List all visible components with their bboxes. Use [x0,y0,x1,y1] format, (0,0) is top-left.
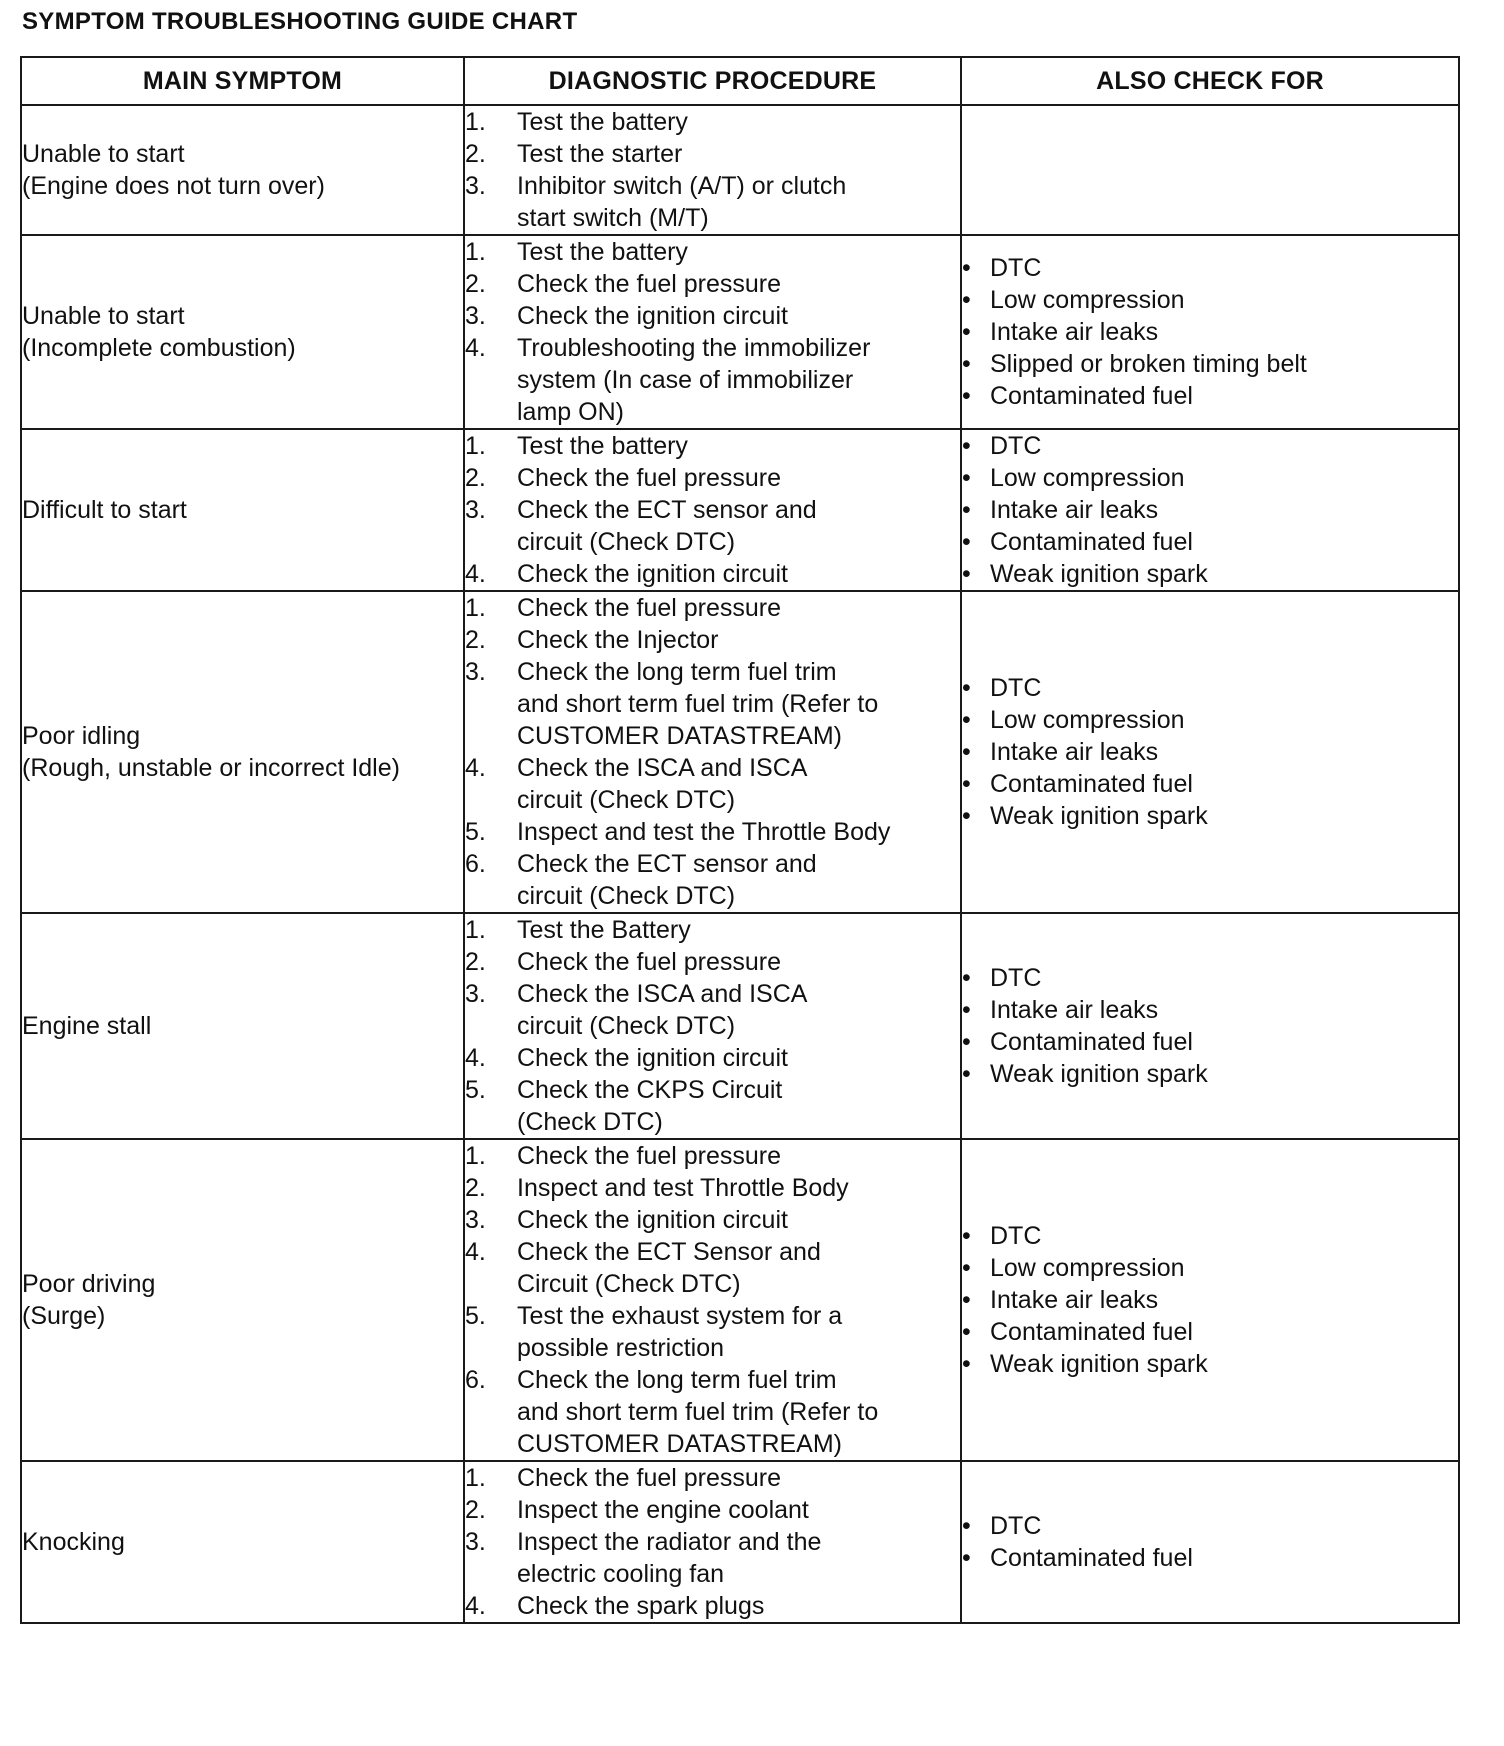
step-line: Check the spark plugs [517,1592,765,1620]
check-item-text: Low compression [990,1254,1185,1282]
check-item [962,558,1458,590]
symptom-cell [21,913,464,1139]
step-line: Check the fuel pressure [517,1142,782,1170]
step-line: Check the ECT sensor and [517,850,817,878]
check-item-text: Intake air leaks [990,738,1159,766]
table-row [21,591,1459,913]
step-text [517,1590,960,1622]
check-item-text: Weak ignition spark [990,560,1208,588]
step-number: 2. [465,270,486,298]
step-line: Check the fuel pressure [517,1464,782,1492]
check-item-text: DTC [990,432,1042,460]
step-number: 4. [465,560,486,588]
step-number: 2. [465,1496,486,1524]
step-text [517,462,960,494]
step-number: 3. [465,1206,486,1234]
check-item-text: DTC [990,1512,1042,1540]
step-line: CUSTOMER DATASTREAM) [517,1430,843,1458]
step-line: circuit (Check DTC) [517,882,736,910]
page-title: SYMPTOM TROUBLESHOOTING GUIDE CHART [22,8,578,35]
procedure-step [465,914,960,946]
step-number: 4. [465,754,486,782]
step-text [517,1042,960,1074]
step-text [517,1462,960,1494]
table-row [21,1139,1459,1461]
bullet-icon: • [962,496,971,524]
check-item [962,284,1458,316]
procedure-step [465,1494,960,1526]
check-item [962,430,1458,462]
procedure-cell [464,429,961,591]
procedure-step [465,332,960,428]
step-line: Check the fuel pressure [517,594,782,622]
procedure-step [465,978,960,1042]
check-item-text: DTC [990,1222,1042,1250]
step-line: possible restriction [517,1334,725,1362]
step-number: 3. [465,1528,486,1556]
also-check-cell [961,429,1459,591]
procedure-cell [464,1139,961,1461]
table-row [21,913,1459,1139]
check-item [962,1510,1458,1542]
procedure-step [465,300,960,332]
step-number: 3. [465,302,486,330]
step-line: Test the battery [517,108,688,136]
step-number: 3. [465,496,486,524]
bullet-icon: • [962,464,971,492]
bullet-icon: • [962,1350,971,1378]
step-line: Check the fuel pressure [517,464,782,492]
step-line: Test the starter [517,140,683,168]
check-item-text: Weak ignition spark [990,802,1208,830]
step-line: Troubleshooting the immobilizer [517,334,871,362]
step-line: Inhibitor switch (A/T) or clutch [517,172,847,200]
step-line: circuit (Check DTC) [517,528,736,556]
symptom-cell [21,235,464,429]
procedure-step [465,430,960,462]
step-text [517,656,960,752]
check-item-text: Intake air leaks [990,996,1159,1024]
procedure-cell [464,235,961,429]
check-item [962,1348,1458,1380]
check-item [962,252,1458,284]
bullet-icon: • [962,432,971,460]
step-text [517,332,960,428]
step-number: 3. [465,980,486,1008]
procedure-step [465,170,960,234]
step-number: 4. [465,1044,486,1072]
also-check-cell [961,1139,1459,1461]
procedure-step [465,656,960,752]
step-line: CUSTOMER DATASTREAM) [517,722,843,750]
symptom-line: (Engine does not turn over) [22,172,325,200]
check-item [962,962,1458,994]
symptom-cell [21,105,464,235]
step-line: Inspect the engine coolant [517,1496,809,1524]
check-item [962,704,1458,736]
procedure-step [465,1526,960,1590]
procedure-step [465,268,960,300]
procedure-step [465,558,960,590]
step-line: Test the exhaust system for a [517,1302,843,1330]
step-number: 1. [465,432,486,460]
symptom-line: Knocking [22,1528,125,1556]
check-item-text: Low compression [990,706,1185,734]
also-check-cell [961,105,1459,235]
step-number: 4. [465,1238,486,1266]
step-number: 1. [465,1142,486,1170]
step-line: lamp ON) [517,398,624,426]
step-text [517,848,960,912]
bullet-icon: • [962,738,971,766]
step-text [517,1074,960,1138]
step-line: Check the Injector [517,626,719,654]
procedure-step [465,752,960,816]
symptom-cell [21,429,464,591]
check-item [962,1316,1458,1348]
check-item-text: Contaminated fuel [990,1544,1193,1572]
bullet-icon: • [962,528,971,556]
procedure-step [465,1204,960,1236]
step-line: Check the ignition circuit [517,302,788,330]
step-text [517,106,960,138]
step-text [517,592,960,624]
step-number: 1. [465,916,486,944]
bullet-icon: • [962,770,971,798]
procedure-step [465,1300,960,1364]
step-text [517,138,960,170]
check-item-text: Intake air leaks [990,496,1159,524]
step-number: 2. [465,140,486,168]
step-number: 3. [465,658,486,686]
check-item [962,1026,1458,1058]
procedure-step [465,1590,960,1622]
check-item [962,494,1458,526]
step-number: 1. [465,594,486,622]
step-text [517,946,960,978]
procedure-cell [464,591,961,913]
bullet-icon: • [962,1544,971,1572]
step-text [517,494,960,558]
check-item-text: DTC [990,254,1042,282]
bullet-icon: • [962,350,971,378]
check-item [962,316,1458,348]
check-item-text: Contaminated fuel [990,528,1193,556]
step-number: 6. [465,1366,486,1394]
step-line: Check the ignition circuit [517,560,788,588]
step-line: circuit (Check DTC) [517,1012,736,1040]
symptom-line: (Surge) [22,1302,106,1330]
step-number: 3. [465,172,486,200]
step-number: 5. [465,1302,486,1330]
table-row [21,1461,1459,1623]
bullet-icon: • [962,318,971,346]
check-item [962,994,1458,1026]
check-item-text: Low compression [990,464,1185,492]
procedure-step [465,946,960,978]
step-text [517,624,960,656]
procedure-step [465,138,960,170]
step-text [517,1140,960,1172]
symptom-cell [21,1139,464,1461]
step-text [517,1236,960,1300]
check-item [962,526,1458,558]
step-number: 2. [465,948,486,976]
step-line: Inspect and test Throttle Body [517,1174,849,1202]
step-text [517,1300,960,1364]
step-line: and short term fuel trim (Refer to [517,1398,879,1426]
procedure-step [465,1236,960,1300]
step-line: (Check DTC) [517,1108,663,1136]
also-check-cell [961,913,1459,1139]
step-line: Test the Battery [517,916,691,944]
bullet-icon: • [962,560,971,588]
also-check-cell [961,235,1459,429]
procedure-step [465,1364,960,1460]
check-item [962,462,1458,494]
step-text [517,1364,960,1460]
step-line: Check the ISCA and ISCA [517,980,808,1008]
procedure-cell [464,105,961,235]
procedure-cell [464,913,961,1139]
check-item-text: Contaminated fuel [990,770,1193,798]
symptom-line: Unable to start [22,302,185,330]
bullet-icon: • [962,1512,971,1540]
procedure-step [465,1462,960,1494]
check-item [962,1252,1458,1284]
step-line: electric cooling fan [517,1560,725,1588]
step-line: Check the ignition circuit [517,1206,788,1234]
step-line: circuit (Check DTC) [517,786,736,814]
check-item [962,1058,1458,1090]
step-line: Check the ISCA and ISCA [517,754,808,782]
step-text [517,430,960,462]
procedure-step [465,624,960,656]
bullet-icon: • [962,1060,971,1088]
header-also-check-for: ALSO CHECK FOR [961,57,1459,105]
procedure-step [465,106,960,138]
procedure-step [465,848,960,912]
step-text [517,300,960,332]
procedure-cell [464,1461,961,1623]
step-line: Check the long term fuel trim [517,1366,837,1394]
check-item [962,736,1458,768]
check-item-text: Intake air leaks [990,318,1159,346]
step-number: 2. [465,626,486,654]
bullet-icon: • [962,1318,971,1346]
step-number: 1. [465,1464,486,1492]
step-line: system (In case of immobilizer [517,366,854,394]
step-text [517,268,960,300]
bullet-icon: • [962,674,971,702]
bullet-icon: • [962,286,971,314]
bullet-icon: • [962,1028,971,1056]
procedure-step [465,1140,960,1172]
step-number: 4. [465,334,486,362]
symptom-line: Poor driving [22,1270,156,1298]
check-item [962,380,1458,412]
step-number: 4. [465,1592,486,1620]
bullet-icon: • [962,706,971,734]
check-item-text: Contaminated fuel [990,1028,1193,1056]
step-line: Inspect the radiator and the [517,1528,822,1556]
check-item-text: DTC [990,964,1042,992]
also-check-cell [961,1461,1459,1623]
step-number: 5. [465,818,486,846]
check-item-text: Contaminated fuel [990,1318,1193,1346]
bullet-icon: • [962,1222,971,1250]
procedure-step [465,462,960,494]
step-number: 5. [465,1076,486,1104]
check-item [962,800,1458,832]
check-item-text: Weak ignition spark [990,1350,1208,1378]
check-item [962,1542,1458,1574]
step-number: 6. [465,850,486,878]
step-number: 2. [465,1174,486,1202]
step-line: Test the battery [517,238,688,266]
step-number: 2. [465,464,486,492]
check-item [962,348,1458,380]
check-item [962,768,1458,800]
step-line: and short term fuel trim (Refer to [517,690,879,718]
step-line: Test the battery [517,432,688,460]
step-number: 1. [465,238,486,266]
bullet-icon: • [962,1254,971,1282]
step-line: Check the CKPS Circuit [517,1076,783,1104]
step-text [517,1172,960,1204]
check-item-text: DTC [990,674,1042,702]
step-line: start switch (M/T) [517,204,709,232]
step-text [517,558,960,590]
check-item [962,672,1458,704]
procedure-step [465,1172,960,1204]
check-item-text: Low compression [990,286,1185,314]
procedure-step [465,816,960,848]
step-line: Circuit (Check DTC) [517,1270,741,1298]
symptom-line: Difficult to start [22,496,187,524]
bullet-icon: • [962,996,971,1024]
step-line: Check the ECT sensor and [517,496,817,524]
symptom-line: (Rough, unstable or incorrect Idle) [22,754,400,782]
procedure-step [465,236,960,268]
header-row [21,57,1459,105]
step-text [517,1204,960,1236]
symptom-cell [21,591,464,913]
bullet-icon: • [962,964,971,992]
check-item-text: Intake air leaks [990,1286,1159,1314]
bullet-icon: • [962,802,971,830]
step-line: Check the ignition circuit [517,1044,788,1072]
step-text [517,170,960,234]
step-line: Check the fuel pressure [517,948,782,976]
symptom-line: Engine stall [22,1012,152,1040]
step-text [517,1494,960,1526]
check-item [962,1220,1458,1252]
check-item [962,1284,1458,1316]
troubleshooting-table [20,56,1460,1624]
header-diagnostic-procedure: DIAGNOSTIC PROCEDURE [464,57,961,105]
procedure-step [465,1042,960,1074]
table-row [21,105,1459,235]
table-row [21,429,1459,591]
step-text [517,752,960,816]
check-item-text: Weak ignition spark [990,1060,1208,1088]
procedure-step [465,494,960,558]
header-main-symptom: MAIN SYMPTOM [21,57,464,105]
bullet-icon: • [962,382,971,410]
step-text [517,978,960,1042]
step-text [517,816,960,848]
check-item-text: Slipped or broken timing belt [990,350,1307,378]
symptom-line: Poor idling [22,722,141,750]
step-text [517,914,960,946]
step-text [517,1526,960,1590]
step-text [517,236,960,268]
step-number: 1. [465,108,486,136]
symptom-cell [21,1461,464,1623]
procedure-step [465,592,960,624]
table-row [21,235,1459,429]
also-check-cell [961,591,1459,913]
bullet-icon: • [962,1286,971,1314]
step-line: Inspect and test the Throttle Body [517,818,891,846]
procedure-step [465,1074,960,1138]
step-line: Check the fuel pressure [517,270,782,298]
step-line: Check the long term fuel trim [517,658,837,686]
symptom-line: (Incomplete combustion) [22,334,296,362]
symptom-line: Unable to start [22,140,185,168]
bullet-icon: • [962,254,971,282]
step-line: Check the ECT Sensor and [517,1238,821,1266]
check-item-text: Contaminated fuel [990,382,1193,410]
